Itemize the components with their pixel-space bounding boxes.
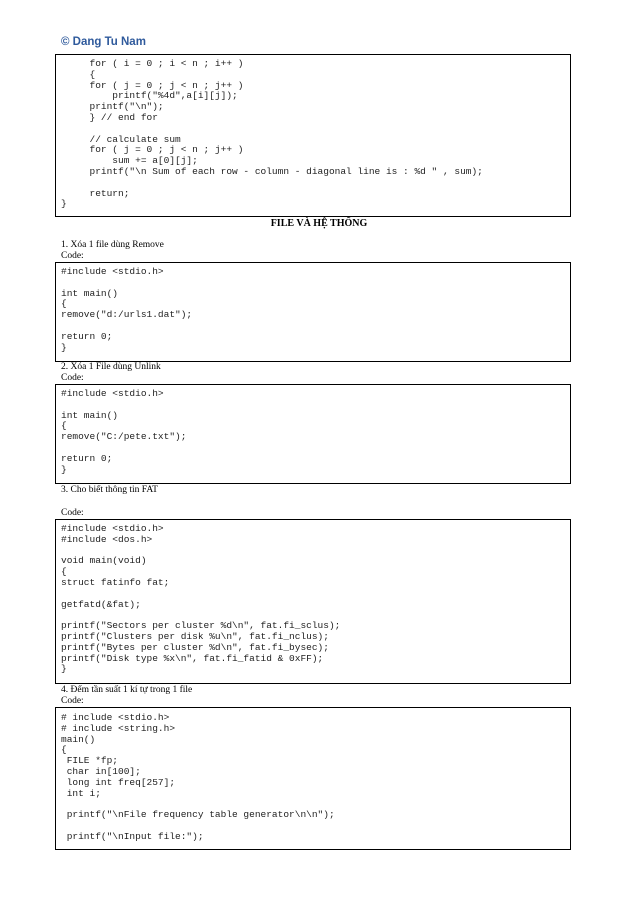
code-block-remove: [55, 262, 571, 362]
copyright-header: © Dang Tu Nam: [61, 36, 146, 48]
code-block-unlink: [55, 384, 571, 484]
code-label: Code:: [61, 373, 84, 383]
item-title-remove: 1. Xóa 1 file dùng Remove: [61, 240, 164, 250]
item-title-unlink: 2. Xóa 1 File dùng Unlink: [61, 362, 161, 372]
code-label: Code:: [61, 508, 84, 518]
code-label: Code:: [61, 696, 84, 706]
code-text: #include <stdio.h> #include <dos.h> void main(void) { struct fatinfo fat; getfatd(&fat); printf("Sectors per cluster %d\n", fat.fi_sclus); printf("Clusters per disk %u\n", fat.fi_nclus); printf("Bytes per cluster %d\n", fat.fi_bysec); printf("Disk type %x\n", fat.fi_fatid & 0xFF); }: [61, 523, 341, 675]
code-block-char-frequency: [55, 707, 571, 850]
code-block-fat-info: [55, 519, 571, 684]
section-title: FILE VÀ HỆ THỐNG: [270, 218, 368, 229]
code-text: for ( i = 0 ; i < n ; i++ ) { for ( j = 0 ; j < n ; j++ ) printf("%4d",a[i][j]); printf("\n"); } // end for // calculate sum for ( j = 0 ; j < n ; j++ ) sum += a[0][j]; printf("\n Sum of each row - column - diagonal line is : %d " , sum); return; }: [61, 58, 483, 210]
item-title-char-frequency: 4. Đếm tần suất 1 kí tự trong 1 file: [61, 685, 193, 695]
code-text: #include <stdio.h> int main() { remove("C:/pete.txt"); return 0; }: [61, 388, 187, 475]
code-block-matrix-sum: [55, 54, 571, 217]
code-text: # include <stdio.h> # include <string.h> main() { FILE *fp; char in[100]; long int freq[257]; int i; printf("\nFile frequency table generator\n\n"); printf("\nInput file:");: [61, 712, 335, 842]
item-title-fat-info: 3. Cho biết thông tin FAT: [61, 485, 158, 495]
code-text: #include <stdio.h> int main() { remove("d:/urls1.dat"); return 0; }: [61, 266, 193, 353]
code-label: Code:: [61, 251, 84, 261]
